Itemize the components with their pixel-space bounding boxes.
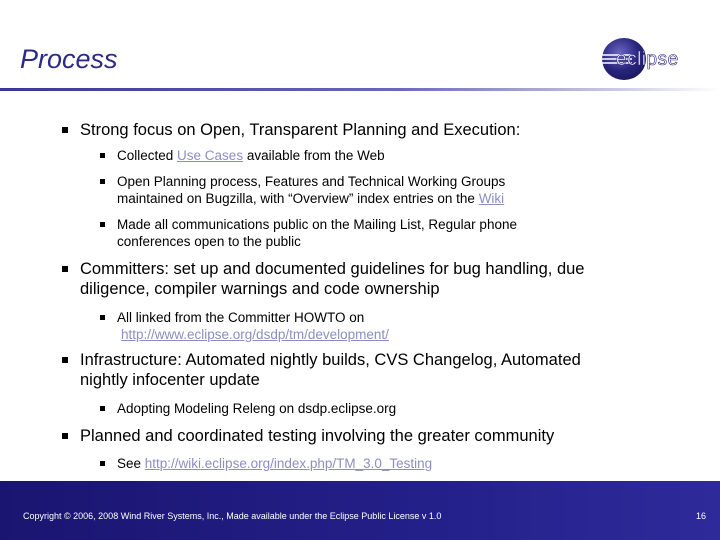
eclipse-logo bbox=[598, 36, 710, 82]
footer-copyright: Copyright © 2006, 2008 Wind River Systems, Inc., Made available under the Eclipse Public License v 1.0 bbox=[23, 511, 442, 521]
logo-text: eclipse bbox=[616, 49, 679, 70]
text-line bbox=[117, 190, 505, 207]
sub-bullet-open-planning-process bbox=[117, 173, 505, 207]
bullet-testing: Planned and coordinated testing involving the greater community bbox=[80, 427, 555, 445]
text: Committers: set up and documented guidelines for bug handling, due bbox=[80, 260, 585, 278]
sub-bullet-marker bbox=[100, 461, 105, 466]
text: nightly infocenter update bbox=[80, 371, 260, 389]
sub-bullet-use-cases bbox=[117, 147, 385, 164]
bullet-marker bbox=[62, 266, 68, 272]
title-divider bbox=[0, 88, 720, 91]
bullet-infrastructure bbox=[80, 350, 581, 390]
sub-bullet-committer-howto bbox=[117, 309, 389, 343]
bullet-marker bbox=[62, 357, 68, 363]
use-cases-link[interactable]: Use Cases bbox=[177, 148, 244, 163]
text: diligence, compiler warnings and code ownership bbox=[80, 280, 440, 298]
text: Open Planning process, Features and Technical Working Groups bbox=[117, 174, 506, 189]
sub-bullet-marker bbox=[100, 153, 105, 158]
text: See bbox=[117, 456, 145, 471]
text: Infrastructure: Automated nightly builds, CVS Changelog, Automated bbox=[80, 351, 581, 369]
text: maintained on Bugzilla, with “Overview” index entries on the bbox=[117, 191, 479, 206]
sub-bullet-modeling-releng: Adopting Modeling Releng on dsdp.eclipse.org bbox=[117, 401, 397, 416]
bullet-committers bbox=[80, 259, 584, 299]
sub-bullet-marker bbox=[100, 406, 105, 411]
sub-bullet-communications bbox=[117, 216, 517, 250]
text: available from the Web bbox=[243, 148, 385, 163]
bullet-marker bbox=[62, 433, 68, 439]
bullet-marker bbox=[62, 127, 68, 133]
text: Collected bbox=[117, 148, 178, 163]
text: Made all communications public on the Mailing List, Regular phone bbox=[117, 217, 517, 232]
testing-wiki-link[interactable]: http://wiki.eclipse.org/index.php/TM_3.0_Testing bbox=[144, 456, 433, 471]
sub-bullet-marker bbox=[100, 222, 105, 227]
committer-howto-link[interactable]: http://www.eclipse.org/dsdp/tm/development/ bbox=[121, 327, 389, 342]
sub-bullet-testing-link bbox=[117, 455, 432, 472]
page-number: 16 bbox=[695, 511, 706, 521]
text: conferences open to the public bbox=[117, 234, 301, 249]
footer-bar bbox=[0, 481, 720, 540]
bullet-open-planning: Strong focus on Open, Transparent Planning and Execution: bbox=[80, 121, 521, 139]
slide-title: Process bbox=[20, 44, 118, 74]
text: All linked from the Committer HOWTO on bbox=[117, 310, 365, 325]
sub-bullet-marker bbox=[100, 179, 105, 184]
wiki-link[interactable]: Wiki bbox=[478, 191, 505, 206]
sub-bullet-marker bbox=[100, 315, 105, 320]
text-line bbox=[117, 326, 389, 343]
